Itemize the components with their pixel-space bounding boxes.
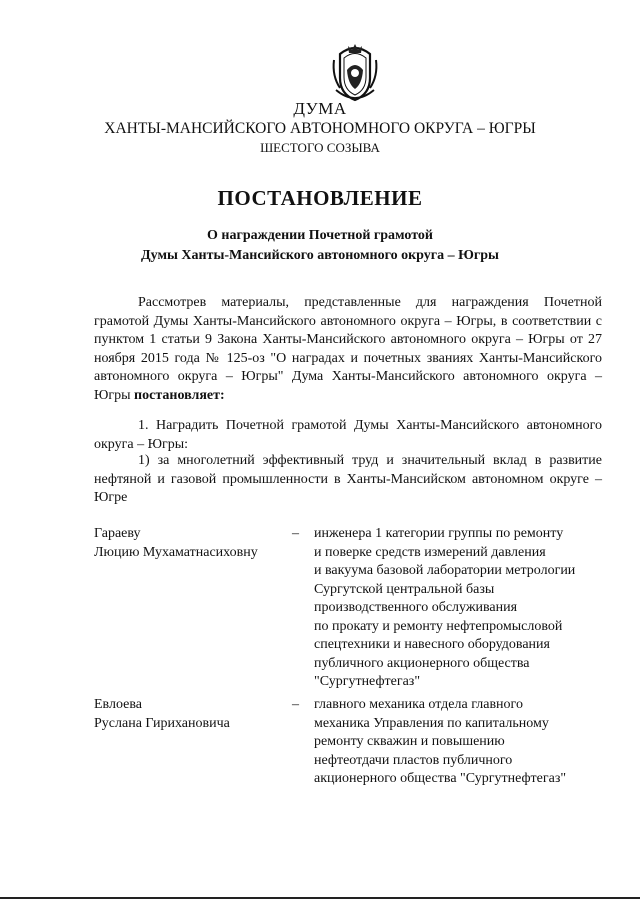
item-1-1-paragraph: 1) за многолетний эффективный труд и значительный вклад в развитие нефтяной и газовой промышленности в Ханты-Мансийском автономном округе – Югре	[94, 453, 602, 506]
convocation-title: ШЕСТОГО СОЗЫВА	[260, 140, 380, 155]
awardee-name	[94, 696, 294, 733]
coat-of-arms-icon	[330, 40, 380, 102]
preamble-paragraph	[94, 294, 602, 406]
dash-separator: –	[292, 697, 299, 712]
preamble-resolves: постановляет:	[134, 387, 225, 403]
awardee-position: главного механика отдела главного механика Управления по капитальному ремонту скважин и повышению нефтеотдачи пластов публичного акционерного общества "Сургутнефтегаз"	[314, 697, 567, 786]
awardee-given-name: Люцию Мухаматнасиховну	[94, 544, 258, 560]
institution-title: ДУМА	[293, 99, 347, 118]
awardee-given-name: Руслана Гирихановича	[94, 715, 230, 731]
awardee-surname: Евлоева	[94, 697, 142, 712]
awardee-surname: Гараеву	[94, 526, 141, 541]
page-bottom-edge	[0, 897, 640, 899]
region-title: ХАНТЫ-МАНСИЙСКОГО АВТОНОМНОГО ОКРУГА – ЮГРЫ	[104, 120, 536, 137]
dash-separator: –	[292, 526, 299, 541]
subject-line-2: Думы Ханты-Мансийского автономного округа – Югры	[141, 248, 499, 263]
preamble-text: Рассмотрев материалы, представленные для награждения Почетной грамотой Думы Ханты-Мансийского автономного округа – Югры, в соответствии с пунктом 1 статьи 9 Закона Ханты-Мансийского автономного округа – Югры от 27 ноября 2015 года № 125-оз "О наградах и почетных званиях Ханты-Мансийского автономного округа – Югры" Дума Ханты-Мансийского автономного округа – Югры	[94, 295, 602, 403]
item-1-paragraph: 1. Наградить Почетной грамотой Думы Ханты-Мансийского автономного округа – Югры:	[94, 418, 602, 452]
document-subject	[0, 226, 640, 266]
subject-line-1: О награждении Почетной грамотой	[207, 228, 433, 243]
awardee-name	[94, 525, 294, 562]
awardee-position: инженера 1 категории группы по ремонту и поверке средств измерений давления и вакуума базовой лаборатории метрологии Сургутской центральной базы производственного обслуживания по прокату и ремонту нефтепромысловой спецтехники и навесного оборудования публичного акционерного общества "Сургутнефтегаз"	[314, 526, 576, 689]
document-type: ПОСТАНОВЛЕНИЕ	[217, 186, 423, 210]
